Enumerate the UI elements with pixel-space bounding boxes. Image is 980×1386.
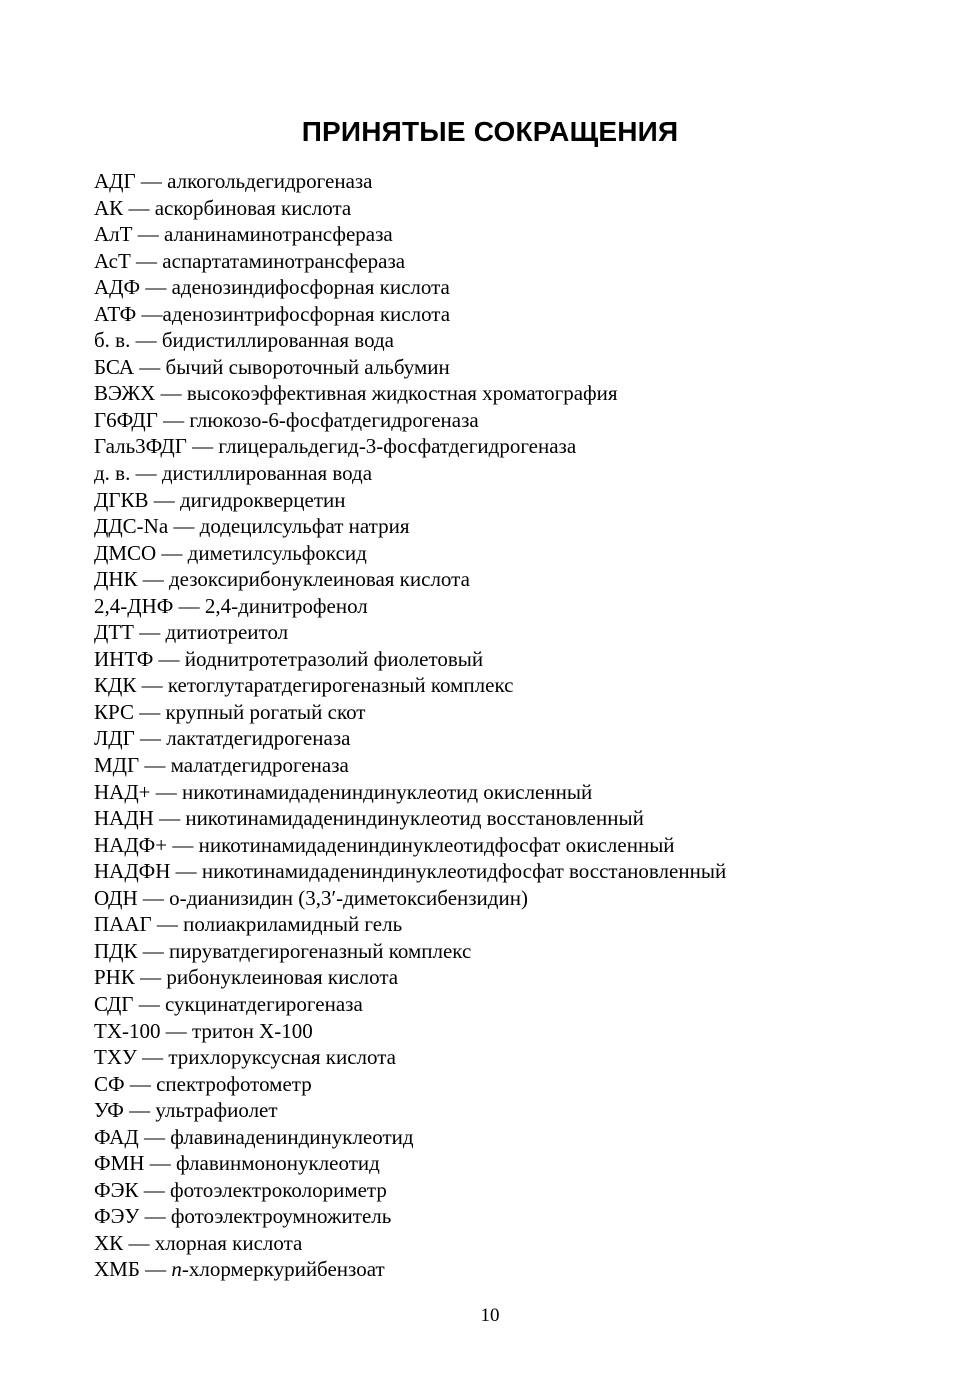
abbreviation-term: НАД+ [94,779,151,804]
abbreviation-separator: — [150,779,182,804]
abbreviation-definition: крупный рогатый скот [165,699,366,724]
abbreviation-definition: лактатдегидрогеназа [166,726,351,751]
abbreviation-separator: — [136,1045,169,1070]
abbreviation-term: КДК [94,673,137,698]
abbreviation-definition: дезоксирибонуклеиновая кислота [169,567,470,592]
abbreviation-item [94,885,726,912]
abbreviation-term: ТХ-100 [94,1018,161,1043]
abbreviation-separator: — [135,169,168,193]
abbreviation-definition: аспартатаминотрансфераза [162,248,406,273]
abbreviation-item [94,221,726,248]
abbreviation-separator: — [153,806,186,831]
abbreviation-term: НАДФ+ [94,832,168,857]
abbreviation-term: ДТТ [94,620,134,645]
abbreviation-separator: — [130,248,163,273]
abbreviation-item [94,619,726,646]
abbreviation-term: ТХУ [94,1045,137,1070]
abbreviation-term: ДДС-Na [94,514,169,539]
abbreviation-item [94,1097,726,1124]
abbreviation-item [94,380,726,407]
abbreviation-definition: дистиллированная вода [161,461,373,486]
abbreviation-definition: йоднитротетразолий фиолетовый [184,646,484,671]
abbreviation-definition: фотоэлектроумножитель [170,1204,392,1229]
abbreviation-definition: сукцинатдегирогеназа [164,991,363,1016]
abbreviation-separator: — [186,434,219,459]
abbreviation-separator: — [138,1124,171,1149]
abbreviation-separator: — [124,1071,157,1096]
abbreviation-item [94,1230,726,1257]
abbreviation-item [94,1071,726,1098]
abbreviation-item [94,1044,726,1071]
abbreviation-term: УФ [94,1098,124,1123]
abbreviation-definition: -хлормеркурийбензоат [181,1257,385,1282]
abbreviation-definition: диметилсульфоксид [187,540,367,565]
abbreviation-term: ФЭК [94,1177,139,1202]
abbreviation-item [94,593,726,620]
abbreviation-separator: — [130,328,162,353]
abbreviation-definition: тритон Х-100 [192,1018,313,1043]
abbreviation-term: МДГ [94,753,140,778]
abbreviation-definition: высокоэффективная жидкостная хроматография [186,381,618,406]
abbreviation-separator: — [136,673,168,698]
abbreviation-definition: трихлоруксусная кислота [168,1045,396,1070]
abbreviation-definition: рибонуклеиновая кислота [166,965,399,990]
abbreviation-separator: — [148,487,180,512]
abbreviation-definition: бычий сывороточный альбумин [165,354,450,379]
abbreviation-item [94,911,726,938]
abbreviation-term: СДГ [94,991,134,1016]
abbreviation-term: АсТ [94,248,131,273]
abbreviation-item [94,513,726,540]
abbreviation-definition: малатдегидрогеназа [170,753,349,778]
abbreviation-separator: — [137,567,169,592]
abbreviation-separator: — [151,912,184,937]
abbreviation-definition: никотинамидадениндинуклеотидфосфат восстановленный [201,859,727,884]
abbreviation-item [94,301,726,328]
abbreviation-separator: — [136,301,163,326]
page-number: 10 [480,1305,500,1326]
abbreviation-item [94,487,726,514]
abbreviation-separator: — [133,699,166,724]
abbreviation-definition: флавинмононуклеотид [175,1151,380,1176]
abbreviation-separator: — [153,646,185,671]
abbreviation-definition: кетоглутаратдегирогеназный комплекс [167,673,514,698]
abbreviation-separator: — [137,938,169,963]
abbreviation-item [94,168,726,195]
abbreviation-item [94,805,726,832]
abbreviation-term: Г6ФДГ [94,407,158,432]
abbreviation-separator: — [123,1098,156,1123]
abbreviation-term: ПДК [94,938,138,963]
abbreviation-item [94,646,726,673]
abbreviation-term: НАДФН [94,859,171,884]
abbreviation-definition: аскорбиновая кислота [154,195,352,220]
abbreviation-definition: аденозинтрифосфорная кислота [162,301,451,326]
abbreviation-definition: додецилсульфат натрия [199,514,410,539]
abbreviation-term: б. в. [94,328,131,353]
abbreviation-separator: — [139,753,171,778]
abbreviation-separator: — [123,1230,155,1255]
abbreviation-separator: — [139,1257,172,1282]
abbreviation-term: ДМСО [94,540,157,565]
abbreviation-term: НАДН [94,806,154,831]
abbreviation-definition: никотинамидадениндинуклеотид восстановленный [185,806,644,831]
abbreviation-term: ФМН [94,1151,145,1176]
abbreviation-item [94,1124,726,1151]
abbreviation-separator: — [130,461,162,486]
abbreviation-definition: алкогольдегидрогеназа [167,169,373,193]
abbreviation-definition: флавинадениндинуклеотид [170,1124,414,1149]
abbreviation-term: ПААГ [94,912,152,937]
abbreviation-item [94,1177,726,1204]
abbreviation-separator: — [140,275,172,300]
abbreviation-term: ЛДГ [94,726,135,751]
abbreviation-item [94,725,726,752]
abbreviation-item [94,274,726,301]
abbreviation-list [94,168,726,1283]
abbreviation-separator: — [155,381,187,406]
abbreviation-item [94,195,726,222]
abbreviation-separator: — [134,965,167,990]
abbreviation-term: ОДН [94,885,138,910]
abbreviation-term: ФАД [94,1124,139,1149]
abbreviation-term: КРС [94,699,134,724]
abbreviation-definition: хлорная кислота [154,1230,303,1255]
abbreviation-term: ДНК [94,567,138,592]
abbreviation-definition: никотинамидадениндинуклеотидфосфат окисленный [198,832,675,857]
abbreviation-separator: — [133,620,166,645]
abbreviation-separator: — [123,195,155,220]
abbreviation-term: АДГ [94,169,136,193]
abbreviation-definition: аланинаминотрансфераза [163,222,393,247]
abbreviation-term: ХК [94,1230,124,1255]
abbreviation-definition: полиакриламидный гель [183,912,403,937]
abbreviation-separator: — [139,1204,171,1229]
abbreviation-separator: — [132,222,164,247]
abbreviation-definition-prefix: п [171,1257,182,1282]
abbreviation-item [94,1203,726,1230]
abbreviation-item [94,938,726,965]
abbreviation-item [94,752,726,779]
abbreviation-term: АК [94,195,124,220]
abbreviation-separator: — [157,407,190,432]
abbreviation-term: БСА [94,354,135,379]
abbreviation-definition: бидистиллированная вода [161,328,394,353]
abbreviation-definition: глицеральдегид-3-фосфатдегидрогеназа [218,434,577,459]
abbreviation-term: Галь3ФДГ [94,434,187,459]
abbreviation-item [94,566,726,593]
abbreviation-definition: спектрофотометр [156,1071,312,1096]
abbreviation-item [94,858,726,885]
abbreviation-item [94,779,726,806]
abbreviation-term: АТФ [94,301,137,326]
abbreviation-definition: дитиотреитол [165,620,289,645]
abbreviation-separator: — [160,1018,192,1043]
abbreviation-term: ДГКВ [94,487,149,512]
abbreviation-term: РНК [94,965,135,990]
abbreviation-separator: — [134,726,167,751]
abbreviation-separator: — [167,832,199,857]
abbreviation-item [94,1150,726,1177]
abbreviation-definition: 2,4-динитрофенол [204,593,368,618]
abbreviation-item [94,327,726,354]
abbreviation-definition: дигидрокверцетин [179,487,346,512]
abbreviation-separator: — [173,593,205,618]
abbreviation-separator: — [170,859,202,884]
abbreviation-item [94,354,726,381]
abbreviation-definition: никотинамидадениндинуклеотид окисленный [182,779,593,804]
abbreviation-item [94,991,726,1018]
abbreviation-separator: — [168,514,200,539]
abbreviation-definition: пируватдегирогеназный комплекс [169,938,472,963]
abbreviation-term: ВЭЖХ [94,381,156,406]
abbreviation-item [94,460,726,487]
abbreviation-separator: — [133,991,165,1016]
abbreviation-item [94,407,726,434]
abbreviation-term: ФЭУ [94,1204,140,1229]
abbreviation-separator: — [138,1177,170,1202]
abbreviation-term: СФ [94,1071,125,1096]
abbreviation-term: ИНТФ [94,646,154,671]
abbreviation-separator: — [156,540,188,565]
abbreviation-item [94,248,726,275]
abbreviation-term: 2,4-ДНФ [94,593,174,618]
abbreviation-definition: аденозиндифосфорная кислота [171,275,450,300]
abbreviation-item [94,699,726,726]
abbreviation-item [94,1018,726,1045]
abbreviation-separator: — [144,1151,176,1176]
abbreviation-item [94,964,726,991]
abbreviation-definition: ультрафиолет [155,1098,278,1123]
abbreviation-item [94,832,726,859]
abbreviation-term: ХМБ [94,1257,140,1282]
abbreviation-term: АДФ [94,275,141,300]
abbreviation-definition: глюкозо-6-фосфатдегидрогеназа [189,407,479,432]
abbreviation-definition: о-дианизидин (3,3′-диметоксибензидин) [169,885,528,910]
abbreviation-item [94,1256,726,1283]
abbreviation-separator: — [137,885,170,910]
abbreviation-term: АлТ [94,222,133,247]
abbreviation-definition: фотоэлектроколориметр [169,1177,387,1202]
abbreviation-separator: — [134,354,166,379]
abbreviation-term: д. в. [94,461,131,486]
abbreviation-item [94,672,726,699]
abbreviation-item [94,433,726,460]
abbreviation-item [94,540,726,567]
page-title: ПРИНЯТЫЕ СОКРАЩЕНИЯ [301,116,679,147]
